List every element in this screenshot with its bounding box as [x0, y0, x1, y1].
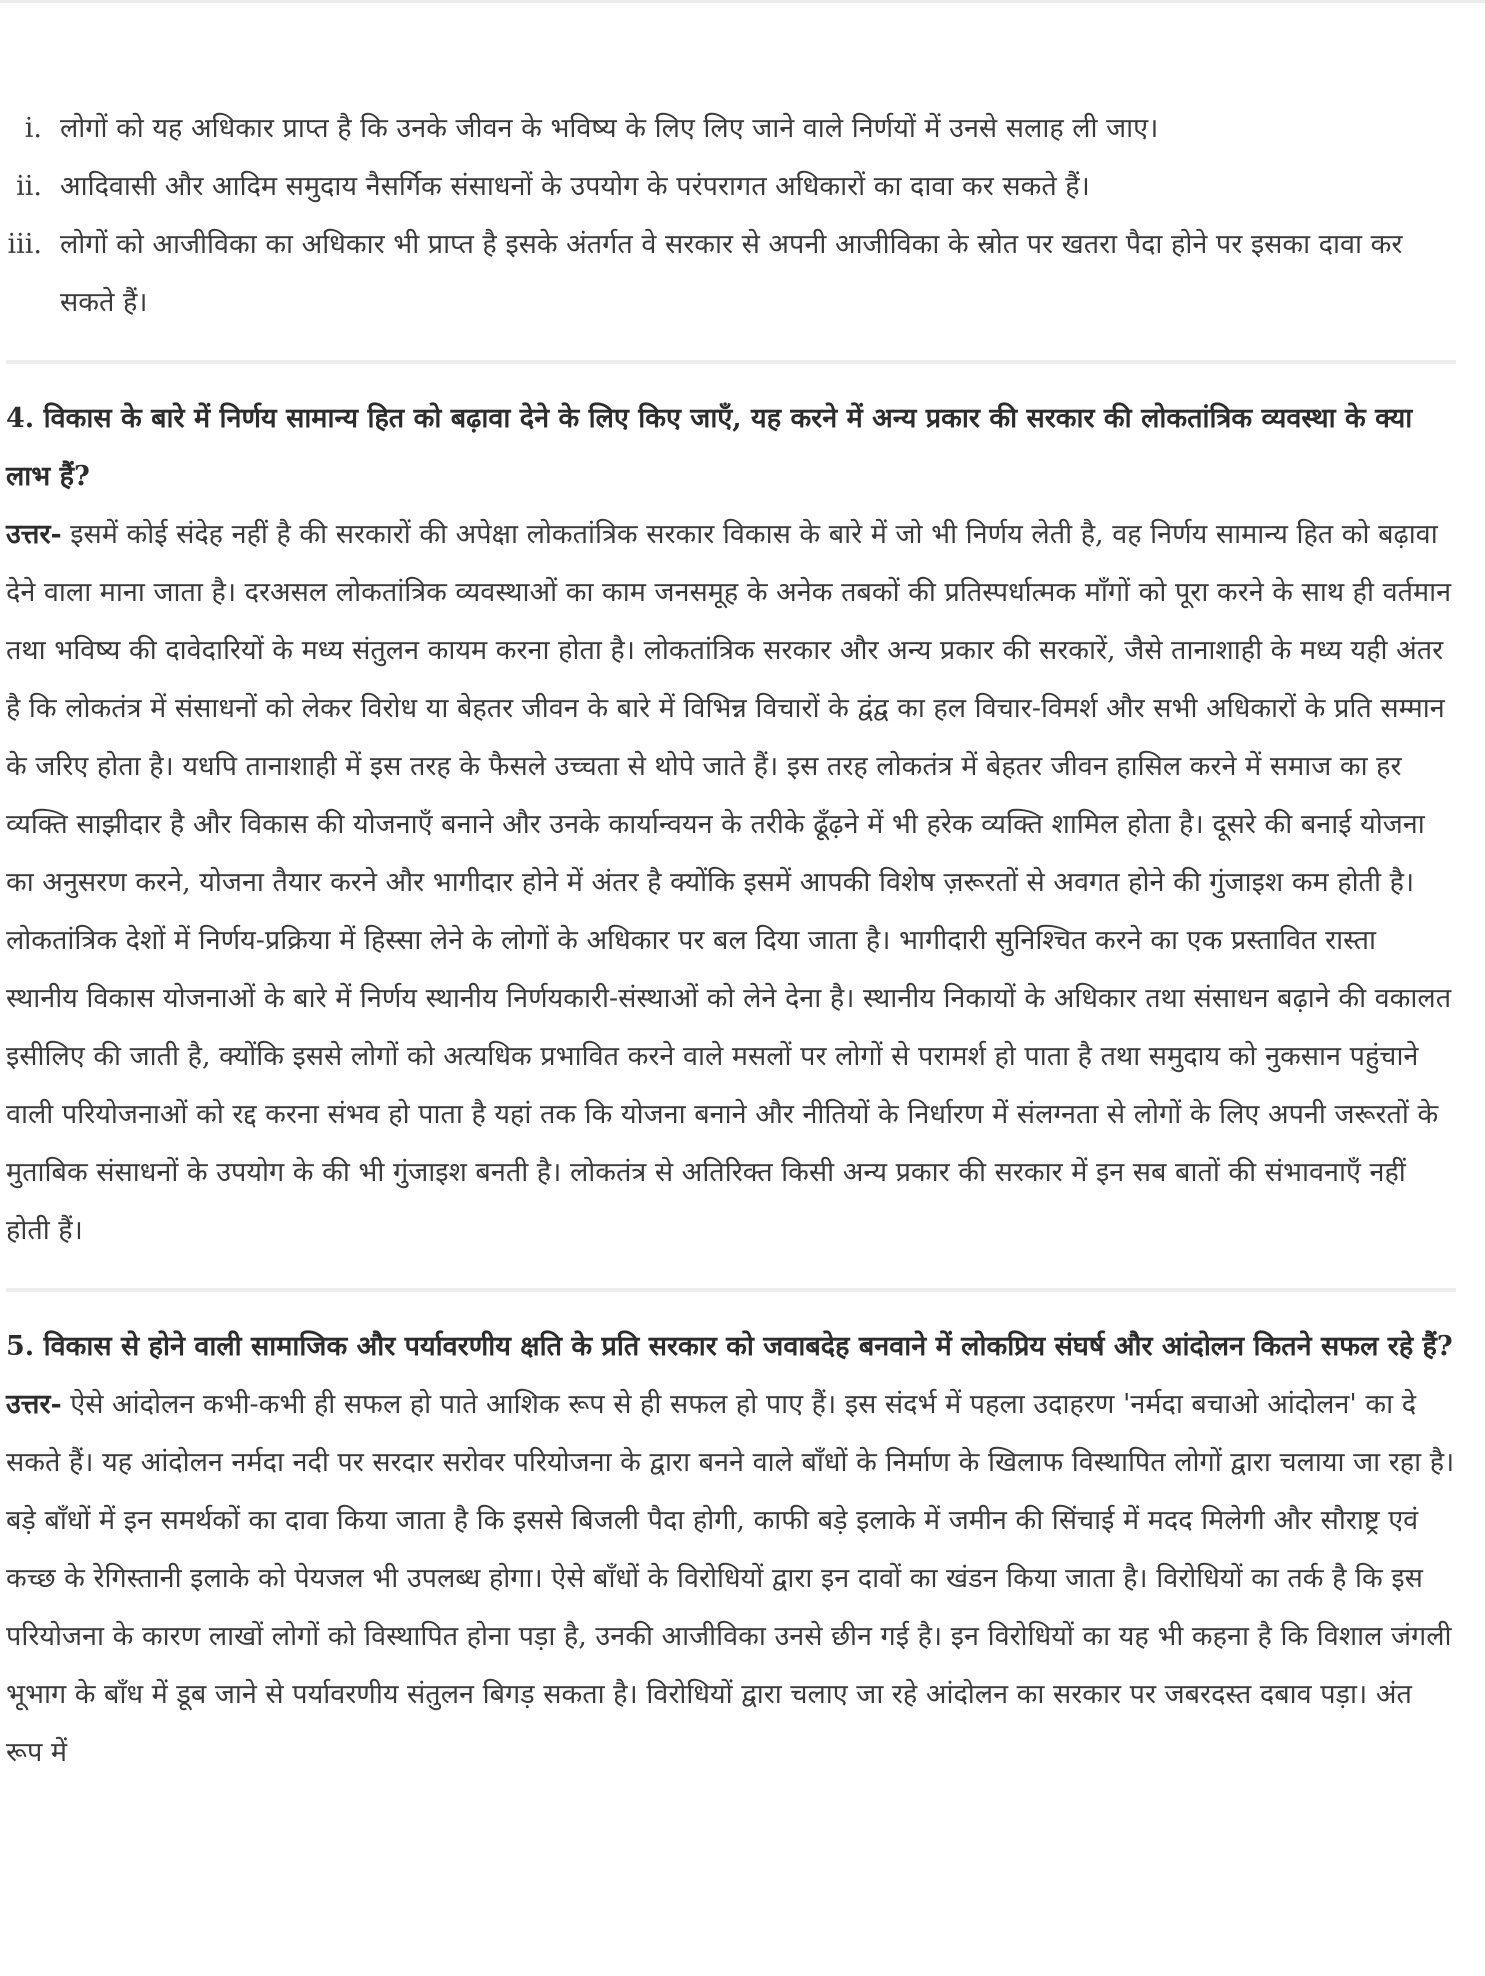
list-item-number: iii. — [7, 229, 42, 260]
section-divider — [6, 1288, 1456, 1292]
answer-5-text-1: ऐसे आंदोलन कभी-कभी ही सफल हो पाते आशिक रूप से ही सफल हो पाए हैं। इस संदर्भ में पहला उदाहरण 'नर्मदा बचाओ आंदोलन' का दे सकते हैं। यह आंदोलन नर्मदा नदी पर सरदार सरोवर परियोजना के द्वारा बनने वाले बाँधों के निर्माण के खिलाफ विस्थापित लोगों द्वारा चलाया जा रहा है। बड़े बाँधों में इन समर्थकों का दावा किया जाता है कि इससे बिजली पैदा होगी, काफी बड़े इलाके में जमीन की सिंचाई में मदद मिलेगी और सौराष्ट्र एवं कच्छ के रेगिस्तानी इलाके को पेयजल भी उपलब्ध होगा। ऐसे बाँधों के विरोधियों द्वारा इन दावों का खंडन किया जाता है। विरोधियों का तर्क है कि इस परियोजना के कारण लाखों लोगों को विस्थापित होना पड़ा है, उनकी आजीविका उनसे छीन गई है। इन विरोधियों का यह भी कहना है कि विशाल जंगली भूभाग के बाँध में डूब जाने से पर्यावरणीय संतुलन बिगड़ सकता है। विरोधियों द्वारा चलाए जा रहे आंदोलन का सरकार पर जबरदस्त दबाव पड़ा। अंत रूप में — [6, 1389, 1455, 1768]
question-4-section — [6, 390, 1456, 1260]
answer-5-paragraph-1 — [6, 1376, 1456, 1782]
list-item-text: लोगों को यह अधिकार प्राप्त है कि उनके जीवन के भविष्य के लिए लिए जाने वाले निर्णयों में उनसे सलाह ली जाए। — [60, 113, 1159, 144]
answer-4-text-1: इसमें कोई संदेह नहीं है की सरकारों की अपेक्षा लोकतांत्रिक सरकार विकास के बारे में जो भी निर्णय लेती है, वह निर्णय सामान्य हित को बढ़ावा देने वाला माना जाता है। दरअसल लोकतांत्रिक व्यवस्थाओं का काम जनसमूह के अनेक तबकों की प्रतिस्पर्धात्मक माँगों को पूरा करने के साथ ही वर्तमान तथा भविष्य की दावेदारियों के मध्य संतुलन कायम करना होता है। लोकतांत्रिक सरकार और अन्य प्रकार की सरकारें, जैसे तानाशाही के मध्य यही अंतर है कि लोकतंत्र में संसाधनों को लेकर विरोध या बेहतर जीवन के बारे में विभिन्न विचारों के द्वंद्व का हल विचार-विमर्श और सभी अधिकारों के प्रति सम्मान के जरिए होता है। यधपि तानाशाही में इस तरह के फैसले उच्चता से थोपे जाते हैं। इस तरह लोकतंत्र में बेहतर जीवन हासिल करने में समाज का हर व्यक्ति साझीदार है और विकास की योजनाएँ बनाने और उनके कार्यान्वयन के तरीके ढूँढ़ने में भी हरेक व्यक्ति शामिल होता है। दूसरे की बनाई योजना का अनुसरण करने, योजना तैयार करने और भागीदार होने में अंतर है क्योंकि इसमें आपकी विशेष ज़रूरतों से अवगत होने की गुंजाइश कम होती है। — [6, 519, 1452, 898]
list-item-number: i. — [24, 113, 42, 144]
section-divider — [6, 360, 1456, 364]
answer-4-paragraph-2: लोकतांत्रिक देशों में निर्णय-प्रक्रिया में हिस्सा लेने के लोगों के अधिकार पर बल दिया जाता है। भागीदारी सुनिश्चित करने का एक प्रस्तावित रास्ता स्थानीय विकास योजनाओं के बारे में निर्णय स्थानीय निर्णयकारी-संस्थाओं को लेने देना है। स्थानीय निकायों के अधिकार तथा संसाधन बढ़ाने की वकालत इसीलिए की जाती है, क्योंकि इससे लोगों को अत्यधिक प्रभावित करने वाले मसलों पर लोगों से परामर्श हो पाता है तथा समुदाय को नुकसान पहुंचाने वाली परियोजनाओं को रद्द करना संभव हो पाता है यहां तक कि योजना बनाने और नीतियों के निर्धारण में संलग्नता से लोगों के लिए अपनी जरूरतों के मुताबिक संसाधनों के उपयोग के की भी गुंजाइश बनती है। लोकतंत्र से अतिरिक्त किसी अन्य प्रकार की सरकार में इन सब बातों की संभावनाएँ नहीं होती हैं। — [6, 925, 1452, 1246]
content-column — [6, 100, 1456, 1782]
question-4-heading: 4. विकास के बारे में निर्णय सामान्य हित को बढ़ावा देने के लिए किए जाएँ, यह करने में अन्य प्रकार की सरकार की लोकतांत्रिक व्यवस्था के क्या लाभ हैं? — [6, 403, 1413, 492]
list-item — [6, 100, 1456, 158]
list-item-text: लोगों को आजीविका का अधिकार भी प्राप्त है इसके अंतर्गत वे सरकार से अपनी आजीविका के स्रोत पर खतरा पैदा होने पर इसका दावा कर सकते हैं। — [60, 229, 1403, 318]
answer-4-paragraph-1 — [6, 506, 1456, 912]
rights-list — [6, 100, 1456, 332]
answer-label: उत्तर- — [6, 1389, 62, 1420]
list-item-number: ii. — [16, 171, 42, 202]
list-item — [6, 158, 1456, 216]
question-5-section — [6, 1318, 1456, 1782]
list-item-text: आदिवासी और आदिम समुदाय नैसर्गिक संसाधनों के उपयोग के परंपरागत अधिकारों का दावा कर सकते हैं। — [60, 171, 1090, 202]
list-item — [6, 216, 1456, 332]
question-5-heading: 5. विकास से होने वाली सामाजिक और पर्यावरणीय क्षति के प्रति सरकार को जवाबदेह बनवाने में लोकप्रिय संघर्ष और आंदोलन कितने सफल रहे हैं? — [6, 1331, 1453, 1362]
answer-label: उत्तर- — [6, 519, 62, 550]
top-divider — [0, 0, 1485, 3]
